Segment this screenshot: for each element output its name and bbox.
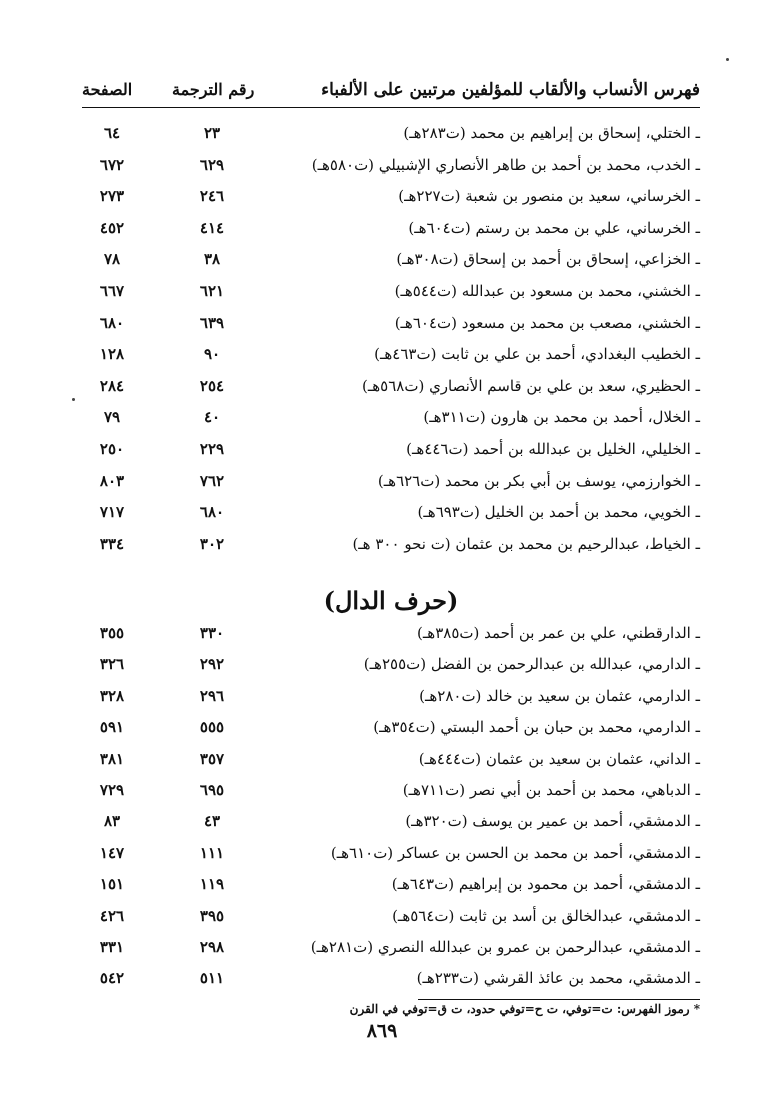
entry-tarjama-number: ٢٥٤ [199, 376, 225, 395]
entry-name: ـ الداني، عثمان بن سعيد بن عثمان (ت٤٤٤هـ) [418, 749, 700, 768]
index-entry [82, 280, 700, 308]
index-entry [82, 842, 700, 870]
entry-page-number: ٧٢٩ [99, 781, 125, 799]
entry-page-number: ٤٢٦ [99, 906, 125, 925]
entry-name: ـ الدمشقي، محمد بن عائذ القرشي (ت٢٣٣هـ) [416, 969, 700, 988]
index-entry [82, 873, 700, 901]
footnote-rule [418, 999, 700, 1000]
footnote: * رموز الفهرس: ت=توفي، ت ح=توفي حدود، ت ق=توفي في القرن [349, 1002, 700, 1016]
entry-page-number: ٦٧٢ [99, 155, 125, 174]
entry-tarjama-number: ٦٨٠ [199, 503, 225, 522]
entry-page-number: ٢٧٣ [99, 187, 125, 206]
entry-tarjama-number: ١١١ [199, 843, 225, 862]
index-entry [82, 438, 700, 466]
entry-page-number: ٣٨١ [99, 749, 125, 768]
index-entry [82, 122, 700, 150]
entry-tarjama-number: ٧٦٢ [199, 471, 225, 490]
index-entry [82, 154, 700, 182]
index-entry [82, 501, 700, 529]
entry-tarjama-number: ٦٢١ [199, 282, 225, 300]
entry-tarjama-number: ٢٣ [203, 124, 221, 142]
entry-tarjama-number: ٢٢٩ [199, 440, 225, 458]
entry-page-number: ١٢٨ [99, 345, 125, 364]
index-entry [82, 343, 700, 371]
page-header [82, 80, 700, 106]
entry-name: ـ الخلال، أحمد بن محمد بن هارون (ت٣١١هـ) [423, 408, 700, 427]
entry-page-number: ٤٥٢ [99, 218, 125, 237]
scan-speck [726, 58, 729, 61]
entry-page-number: ٢٥٠ [99, 440, 125, 458]
entry-tarjama-number: ٥٥٥ [199, 718, 225, 737]
entry-page-number: ٣٥٥ [99, 624, 125, 642]
entry-name: ـ الدارقطني، علي بن عمر بن أحمد (ت٣٨٥هـ) [417, 624, 700, 642]
entry-page-number: ٣٣١ [99, 938, 125, 956]
index-entry [82, 653, 700, 681]
entry-tarjama-number: ٣٥٧ [199, 749, 225, 768]
entry-name: ـ الخوارزمي، يوسف بن أبي بكر بن محمد (ت٦٢٦هـ) [377, 471, 700, 490]
entry-tarjama-number: ٦٩٥ [199, 781, 225, 799]
entry-name: ـ الخشني، محمد بن مسعود بن عبدالله (ت٥٤٤هـ) [394, 282, 700, 300]
entry-tarjama-number: ٢٩٨ [199, 938, 225, 956]
page-number: ٨٦٩ [366, 1020, 398, 1042]
column-header-page: الصفحة [82, 80, 133, 99]
entry-tarjama-number: ٤٣ [203, 812, 221, 831]
entry-tarjama-number: ٤١٤ [199, 218, 225, 237]
entry-tarjama-number: ٤٠ [203, 408, 221, 427]
entry-name: ـ الخويي، محمد بن أحمد بن الخليل (ت٦٩٣هـ) [417, 503, 700, 522]
entry-tarjama-number: ٩٠ [203, 345, 221, 364]
running-title: فهرس الأنساب والألقاب للمؤلفين مرتبين على الألفباء [321, 80, 700, 100]
entry-page-number: ٣٢٨ [99, 686, 125, 705]
entry-name: ـ الخرساني، سعيد بن منصور بن شعبة (ت٢٢٧هـ) [398, 187, 700, 206]
entry-name: ـ الحظيري، سعد بن علي بن قاسم الأنصاري (ت٥٦٨هـ) [361, 376, 700, 395]
entry-page-number: ٧٨ [103, 250, 121, 269]
entry-page-number: ٧١٧ [99, 503, 125, 522]
index-entry [82, 248, 700, 276]
entry-page-number: ٥٤٢ [99, 969, 125, 988]
entry-tarjama-number: ٣٩٥ [199, 906, 225, 925]
entry-tarjama-number: ٣٣٠ [199, 624, 225, 642]
entry-name: ـ الخياط، عبدالرحيم بن محمد بن عثمان (ت نحو ٣٠٠ هـ) [352, 534, 700, 553]
entry-name: ـ الدمشقي، أحمد بن محمود بن إبراهيم (ت٦٤٣هـ) [391, 875, 700, 894]
entry-name: ـ الخدب، محمد بن أحمد بن طاهر الأنصاري الإشبيلي (ت٥٨٠هـ) [311, 155, 700, 174]
entry-page-number: ١٤٧ [99, 843, 125, 862]
entry-page-number: ٥٩١ [99, 718, 125, 737]
entry-name: ـ الخطيب البغدادي، أحمد بن علي بن ثابت (ت٤٦٣هـ) [374, 345, 700, 364]
header-rule [82, 107, 700, 108]
entry-name: ـ الخزاعي، إسحاق بن أحمد بن إسحاق (ت٣٠٨هـ) [396, 250, 700, 269]
entry-page-number: ٣٣٤ [99, 534, 125, 553]
entry-tarjama-number: ٢٩٢ [199, 655, 225, 674]
entry-page-number: ٢٨٤ [99, 376, 125, 395]
index-entry [82, 533, 700, 561]
entry-name: ـ الدمشقي، عبدالرحمن بن عمرو بن عبدالله النصري (ت٢٨١هـ) [310, 938, 700, 956]
index-entry [82, 716, 700, 744]
entry-page-number: ٣٢٦ [99, 655, 125, 674]
entry-page-number: ٨٣ [103, 812, 121, 831]
entry-tarjama-number: ٢٩٦ [199, 686, 225, 705]
index-entry [82, 810, 700, 838]
entry-name: ـ الدباهي، محمد بن أحمد بن أبي نصر (ت٧١١هـ) [402, 781, 700, 799]
entry-page-number: ٧٩ [103, 408, 121, 427]
index-entry [82, 375, 700, 403]
column-header-tarjama: رقم الترجمة [172, 80, 255, 99]
entry-page-number: ٦٦٧ [99, 282, 125, 300]
index-entry [82, 217, 700, 245]
entry-name: ـ الدمشقي، عبدالخالق بن أسد بن ثابت (ت٥٦٤هـ) [392, 906, 700, 925]
entry-tarjama-number: ١١٩ [199, 875, 225, 894]
entry-tarjama-number: ٦٢٩ [199, 155, 225, 174]
entry-name: ـ الدمشقي، أحمد بن محمد بن الحسن بن عساكر (ت٦١٠هـ) [330, 843, 700, 862]
entry-name: ـ الختلي، إسحاق بن إبراهيم بن محمد (ت٢٨٣هـ) [403, 124, 700, 142]
entry-name: ـ الخشني، مصعب بن محمد بن مسعود (ت٦٠٤هـ) [394, 313, 700, 332]
index-entry [82, 406, 700, 434]
index-entry [82, 622, 700, 650]
section-heading: (حرف الدال) [323, 586, 459, 615]
entry-page-number: ٦٤ [103, 124, 121, 142]
entry-page-number: ١٥١ [99, 875, 125, 894]
entry-name: ـ الدارمي، محمد بن حبان بن أحمد البستي (ت٣٥٤هـ) [373, 718, 700, 737]
entry-name: ـ الدارمي، عبدالله بن عبدالرحمن بن الفضل (ت٢٥٥هـ) [363, 655, 700, 674]
entry-name: ـ الدمشقي، أحمد بن عمير بن يوسف (ت٣٢٠هـ) [405, 812, 700, 831]
index-entry [82, 748, 700, 776]
index-entry [82, 779, 700, 807]
entry-tarjama-number: ٥١١ [199, 969, 225, 988]
entry-name: ـ الخرساني، علي بن محمد بن رستم (ت٦٠٤هـ) [408, 218, 700, 237]
entry-page-number: ٦٨٠ [99, 313, 125, 332]
entry-tarjama-number: ٦٣٩ [199, 313, 225, 332]
index-entry [82, 936, 700, 964]
index-entry [82, 685, 700, 713]
entry-name: ـ الدارمي، عثمان بن سعيد بن خالد (ت٢٨٠هـ) [419, 686, 700, 705]
index-entry [82, 967, 700, 995]
index-entry [82, 185, 700, 213]
scan-speck [72, 398, 75, 401]
entry-tarjama-number: ٢٤٦ [199, 187, 225, 206]
index-entry [82, 905, 700, 933]
index-entry [82, 470, 700, 498]
entry-tarjama-number: ٣٨ [203, 250, 221, 269]
entry-tarjama-number: ٣٠٢ [199, 534, 225, 553]
entry-name: ـ الخليلي، الخليل بن عبدالله بن أحمد (ت٤٤٦هـ) [406, 440, 700, 458]
index-entry [82, 312, 700, 340]
entry-page-number: ٨٠٣ [99, 471, 125, 490]
